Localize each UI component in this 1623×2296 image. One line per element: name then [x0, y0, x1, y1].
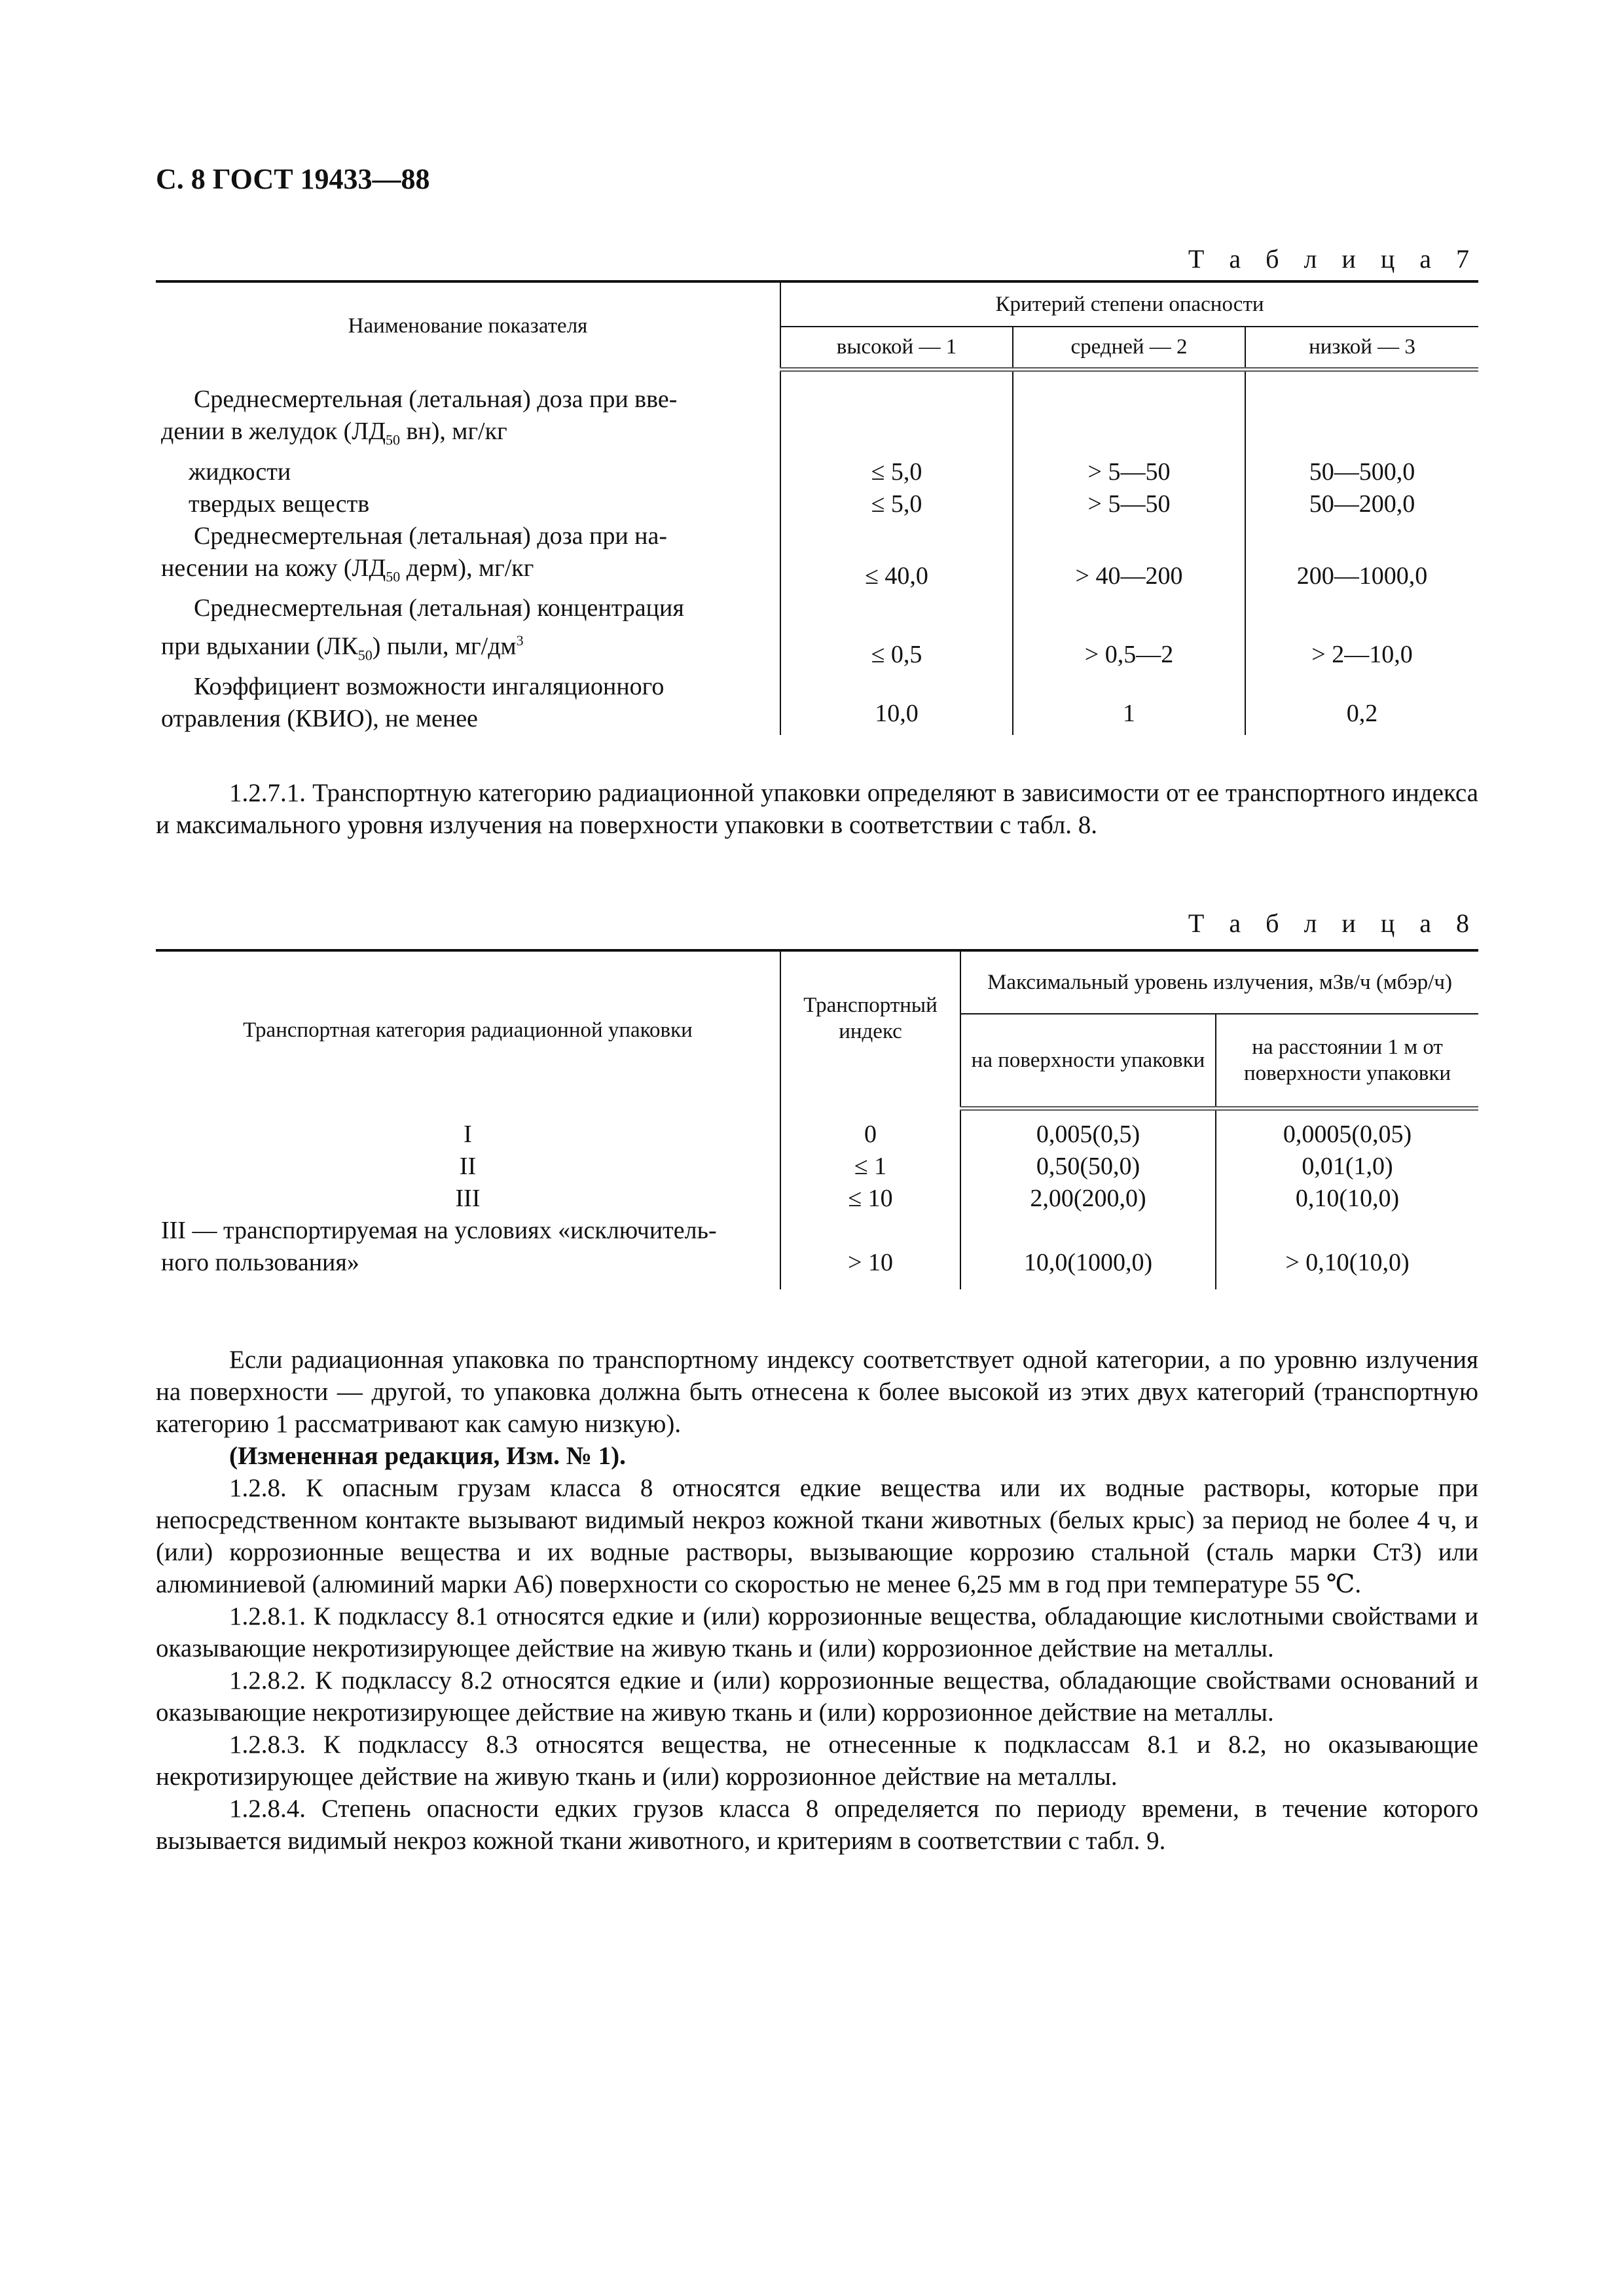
row-label: Среднесмертельная (летальная) доза при вве- дении в желудок ($ЛД_{50}$ вн), мг/кг: [156, 384, 780, 456]
table-row: [156, 1215, 1478, 1289]
table8: [156, 949, 1478, 1289]
table7: [156, 280, 1478, 735]
row-label-line1: Среднесмертельная (летальная) концентрация: [194, 594, 684, 622]
table7-col-high: высокой — 1: [780, 327, 1013, 369]
paragraph-1-2-8-2: 1.2.8.2. К подклассу 8.2 относятся едкие и (или) коррозионные вещества, обладающие свойствами оснований и оказывающие некротизирующее действие на живую ткань и (или) коррозионное действие на металлы.: [156, 1666, 1478, 1727]
table8-caption: Т а б л и ц а 8: [1188, 908, 1478, 938]
cell-distance: 0,10(10,0): [1295, 1185, 1400, 1212]
body-text: [156, 1344, 1478, 1857]
table8-col-surface: на поверхности упаковки: [960, 1014, 1216, 1108]
paragraph-1-2-8-1: 1.2.8.1. К подклассу 8.1 относятся едкие и (или) коррозионные вещества, обладающие кислотными свойствами и оказывающие некротизирующее действие на живую ткань и (или) коррозионное действие на металлы.: [156, 1602, 1478, 1662]
cell-index: ≤ 1: [780, 1151, 960, 1183]
table7-col-medium: средней — 2: [1013, 327, 1245, 369]
row-label-line2: отравления (КВИО), не менее: [161, 705, 478, 733]
cell-category: III: [156, 1183, 780, 1215]
cell-high: ≤ 5,0: [780, 456, 1013, 488]
cell-distance: 0,0005(0,05): [1283, 1121, 1412, 1148]
paragraph-1-2-8-4: 1.2.8.4. Степень опасности едких грузов класса 8 определяется по периоду времени, в течение которого вызывается видимый некроз кожной ткани животного, и критериям в соответствии с табл. 9.: [156, 1795, 1478, 1855]
row-label: [156, 671, 780, 735]
cell-low: 50—500,0: [1309, 457, 1415, 486]
cell-index: > 10: [780, 1215, 960, 1289]
cell-high: ≤ 40,0: [780, 520, 1013, 593]
table-row: [156, 1119, 1478, 1151]
table-row: [156, 1151, 1478, 1183]
table7-col-name: Наименование показателя: [156, 281, 780, 369]
table7-caption: Т а б л и ц а 7: [1188, 244, 1478, 274]
cell-medium: > 5—50: [1013, 456, 1245, 488]
row-label: жидкости: [156, 456, 780, 488]
table8-col-distance: на расстоянии 1 м от поверхности упаковки: [1216, 1014, 1478, 1108]
table-row: [156, 592, 1478, 671]
cell-surface: 0,50(50,0): [960, 1151, 1216, 1183]
cell-medium: > 5—50: [1013, 488, 1245, 520]
table-row: [156, 1183, 1478, 1215]
table-row: [156, 671, 1478, 735]
cell-high: ≤ 0,5: [780, 592, 1013, 671]
cell-index: ≤ 10: [780, 1183, 960, 1215]
cell-surface: 10,0(1000,0): [960, 1215, 1216, 1289]
row-label-line1: Среднесмертельная (летальная) доза при на-: [194, 522, 668, 550]
page-header: С. 8 ГОСТ 19433—88: [156, 163, 430, 195]
row-label-line1: Среднесмертельная (летальная) доза при вве-: [194, 386, 678, 413]
table-row: [156, 456, 1478, 488]
row-label: Среднесмертельная (летальная) концентрация при вдыхании $(ЛК_{50})$ пыли, $мг/дм^3$: [156, 592, 780, 671]
cell-low: > 2—10,0: [1311, 641, 1413, 669]
cell-index: 0: [780, 1119, 960, 1151]
row-label: твердых веществ: [156, 488, 780, 520]
cell-high: ≤ 5,0: [780, 488, 1013, 520]
row-label-line1: Коэффициент возможности ингаляционного: [194, 673, 665, 701]
cell-category: [156, 1215, 780, 1289]
cell-high: 10,0: [780, 671, 1013, 735]
cell-distance: 0,01(1,0): [1302, 1153, 1393, 1180]
table-row: [156, 384, 1478, 456]
cell-medium: 1: [1013, 671, 1245, 735]
cell-category-line1: III — транспортируемая на условиях «исключитель-: [161, 1217, 717, 1244]
table7-col-low: низкой — 3: [1245, 327, 1478, 369]
cell-low: 0,2: [1346, 700, 1378, 728]
cell-category: I: [156, 1119, 780, 1151]
cell-category: II: [156, 1151, 780, 1183]
cell-medium: > 0,5—2: [1013, 592, 1245, 671]
table-row: [156, 488, 1478, 520]
table-row: [156, 520, 1478, 593]
table7-group-header: Критерий степени опасности: [780, 281, 1478, 327]
cell-distance: > 0,10(10,0): [1285, 1249, 1410, 1276]
paragraph-1-2-8: 1.2.8. К опасным грузам класса 8 относятся едкие вещества или их водные растворы, которые при непосредственном контакте вызывают видимый некроз кожной ткани животных (белых крыс) за период не более 4 ч, и (или) коррозионные вещества и их водные растворы, вызывающие коррозию стальной (сталь марки Ст3) или алюминиевой (алюминий марки А6) поверхности со скоростью не менее 6,25 мм в год при температуре 55 ℃.: [156, 1474, 1478, 1598]
cell-surface: 2,00(200,0): [960, 1183, 1216, 1215]
cell-medium: > 40—200: [1013, 520, 1245, 593]
cell-low: 200—1000,0: [1296, 562, 1428, 590]
row-label: Среднесмертельная (летальная) доза при на- несении на кожу ($ЛД_{50}$ дерм), мг/кг: [156, 520, 780, 593]
paragraph-1-2-8-3: 1.2.8.3. К подклассу 8.3 относятся вещества, не отнесенные к подклассам 8.1 и 8.2, но оказывающие некротизирующее действие на живую ткань и (или) коррозионное действие на металлы.: [156, 1731, 1478, 1791]
cell-low: 50—200,0: [1309, 490, 1415, 518]
table8-group-header: Максимальный уровень излучения, мЗв/ч (мбэр/ч): [960, 950, 1478, 1014]
cell-surface: 0,005(0,5): [960, 1119, 1216, 1151]
table8-col-category: Транспортная категория радиационной упаковки: [156, 950, 780, 1108]
table8-col-index: Транспортный индекс: [780, 950, 960, 1108]
cell-category-line2: ного пользования»: [161, 1249, 359, 1276]
paragraph-1-2-7-1: [156, 777, 1478, 841]
paragraph-text: 1.2.7.1. Транспортную категорию радиационной упаковки определяют в зависимости от ее транспортного индекса и максимального уровня излучения на поверхности упаковки в соответствии с табл. 8.: [156, 779, 1478, 839]
amendment-note: (Измененная редакция, Изм. № 1).: [229, 1442, 626, 1470]
paragraph: Если радиационная упаковка по транспортному индексу соответствует одной категории, а по уровню излучения на поверхности — другой, то упаковка должна быть отнесена к более высокой из этих двух категорий (транспортную категорию 1 рассматривают как самую низкую).: [156, 1346, 1478, 1438]
